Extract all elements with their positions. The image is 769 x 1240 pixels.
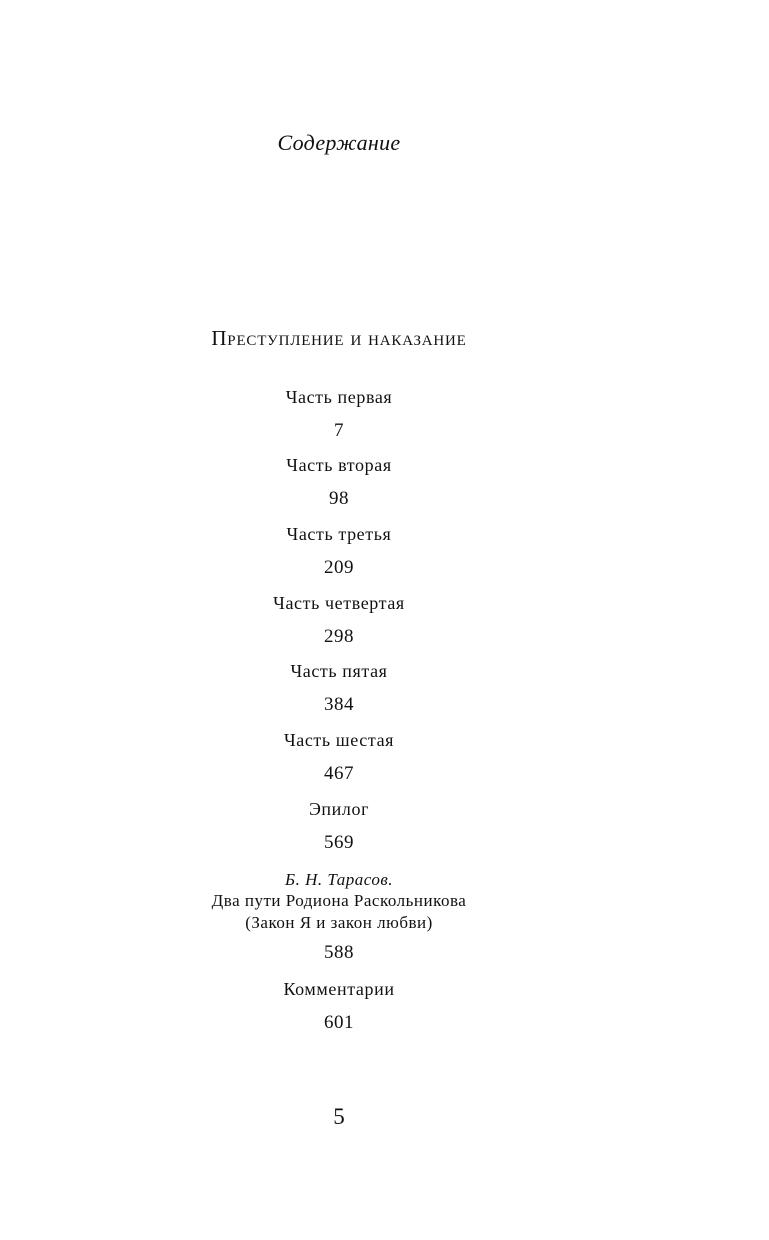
toc-entry-part-5-title: Часть пятая [290, 661, 388, 681]
toc-entry-epilogue-page: 569 [324, 832, 354, 853]
page-number: 5 [333, 1104, 345, 1129]
toc-entry-commentary-title: Комментарии [283, 979, 395, 999]
toc-entry-part-2-page: 98 [329, 488, 349, 509]
toc-entry-part-4-page: 298 [324, 626, 354, 647]
toc-essay-page: 588 [324, 942, 354, 963]
toc-entry-part-2-title: Часть вторая [286, 455, 392, 475]
toc-entry-part-4-title: Часть четвертая [273, 593, 405, 613]
toc-entry-part-3-title: Часть третья [286, 524, 392, 544]
toc-entry-part-6-page: 467 [324, 763, 354, 784]
book-title: Преступление и наказание [211, 326, 467, 350]
toc-essay-title-line-2: (Закон Я и закон любви) [245, 913, 433, 932]
toc-entry-part-1-page: 7 [334, 420, 344, 441]
toc-entry-part-1-title: Часть первая [285, 387, 393, 407]
contents-heading: Содержание [277, 130, 401, 155]
toc-entry-commentary-page: 601 [324, 1012, 354, 1033]
toc-entry-part-5-page: 384 [324, 694, 354, 715]
toc-essay-author: Б. Н. Тарасов. [285, 870, 393, 889]
toc-entry-part-6-title: Часть шестая [283, 730, 395, 750]
toc-entry-epilogue-title: Эпилог [308, 799, 370, 819]
toc-entry-part-3-page: 209 [324, 557, 354, 578]
toc-essay-title-line-1: Два пути Родиона Раскольникова [211, 891, 467, 910]
